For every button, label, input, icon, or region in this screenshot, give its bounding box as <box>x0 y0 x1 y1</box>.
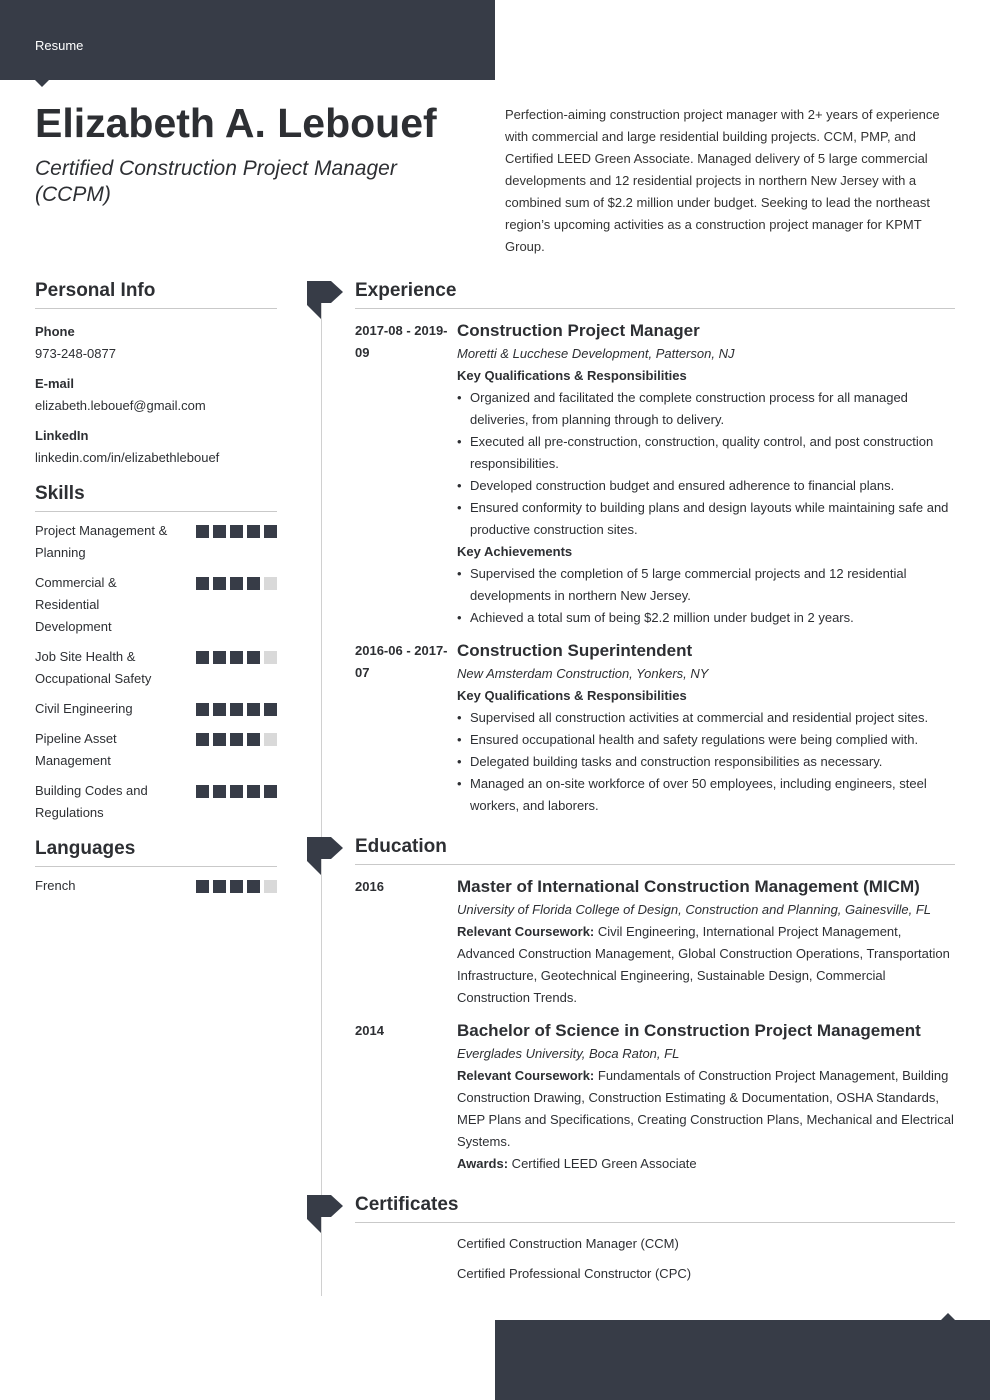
rating-square-icon <box>230 577 243 590</box>
awards <box>457 1153 955 1175</box>
coursework-label: Relevant Coursework: <box>457 1068 595 1083</box>
summary: Perfection-aiming construction project manager with 2+ years of experience with commercial and large residential building projects. CCM, PMP, and Certified LEED Green Associate. Managed delivery of 5 large commercial developments and 12 residential projects in northern New Jersey with a combined sum of $2.2 million under budget. Seeking to lead the northeast region’s upcoming activities as a construction project manager for KPMT Group. <box>505 107 940 254</box>
skill-name: Building Codes and Regulations <box>35 783 148 820</box>
skills-list <box>35 520 277 824</box>
skill-row <box>35 646 277 690</box>
coursework-label: Relevant Coursework: <box>457 924 595 939</box>
left-column <box>35 280 277 897</box>
certificates-section <box>355 1194 955 1285</box>
linkedin-value[interactable]: linkedin.com/in/elizabethlebouef <box>35 450 220 465</box>
timeline-line <box>321 300 322 1296</box>
certificates-heading: Certificates <box>355 1194 955 1223</box>
language-name: French <box>35 878 76 893</box>
coursework-text: Fundamentals of Construction Project Management, Building Construction Drawing, Construction Estimating & Documentation, OSHA Standards, MEP Plans and Specifications, Creating Construction Plans, Mechanical and Electrical Systems. <box>457 1068 954 1149</box>
candidate-title: Certified Construction Project Manager (CCPM) <box>35 157 397 206</box>
list-item: • Developed construction budget and ensured adherence to financial plans. <box>457 475 955 497</box>
skill-row <box>35 780 277 824</box>
list-item: • Managed an on-site workforce of over 50 employees, including engineers, steel workers, and laborers. <box>457 773 955 817</box>
list-item: • Organized and facilitated the complete construction process for all managed deliveries, from planning through to delivery. <box>457 387 955 431</box>
degree-title: Bachelor of Science in Construction Project Management <box>457 1021 921 1040</box>
rating-square-icon <box>247 577 260 590</box>
top-banner-notch <box>35 80 49 87</box>
rating-square-icon <box>213 880 226 893</box>
qualifications-heading: Key Qualifications & Responsibilities <box>457 688 687 703</box>
languages-heading: Languages <box>35 838 277 867</box>
list-item: • Supervised the completion of 5 large commercial projects and 12 residential developments in northern New Jersey. <box>457 563 955 607</box>
rating-square-icon <box>213 785 226 798</box>
job-date: 2016-06 - 2017-07 <box>355 643 448 680</box>
list-item: • Achieved a total sum of being $2.2 million under budget in 2 years. <box>457 607 955 629</box>
candidate-name: Elizabeth A. Lebouef <box>35 100 437 146</box>
achievements-list <box>457 563 955 629</box>
rating-square-icon <box>213 577 226 590</box>
rating-square-icon <box>247 785 260 798</box>
rating-square-icon <box>247 525 260 538</box>
education-entry <box>355 875 955 1009</box>
skill-name: Pipeline Asset Management <box>35 731 117 768</box>
skill-name: Commercial & Residential Development <box>35 575 117 634</box>
rating-square-icon <box>264 733 277 746</box>
skill-rating <box>196 703 277 716</box>
email-label: E-mail <box>35 376 75 391</box>
skill-rating <box>196 651 277 664</box>
rating-square-icon <box>196 525 209 538</box>
list-item: • Supervised all construction activities at commercial and residential project sites. <box>457 707 955 729</box>
rating-square-icon <box>213 651 226 664</box>
coursework <box>457 921 955 1009</box>
rating-square-icon <box>247 733 260 746</box>
skill-row <box>35 728 277 772</box>
achievements-heading: Key Achievements <box>457 544 573 559</box>
rating-square-icon <box>230 880 243 893</box>
skill-rating <box>196 733 277 746</box>
job-title: Construction Project Manager <box>457 321 700 340</box>
skills-heading: Skills <box>35 483 277 512</box>
education-date: 2016 <box>355 879 384 894</box>
education-date: 2014 <box>355 1023 384 1038</box>
degree-title: Master of International Construction Management (MICM) <box>457 877 920 896</box>
rating-square-icon <box>264 703 277 716</box>
rating-square-icon <box>264 525 277 538</box>
rating-square-icon <box>196 577 209 590</box>
skill-name: Project Management & Planning <box>35 523 168 560</box>
certificate-item: Certified Construction Manager (CCM) <box>457 1236 679 1251</box>
awards-text: Certified LEED Green Associate <box>508 1156 697 1171</box>
bottom-banner <box>495 1320 990 1400</box>
skill-rating <box>196 785 277 798</box>
job-title: Construction Superintendent <box>457 641 693 660</box>
rating-square-icon <box>196 733 209 746</box>
rating-square-icon <box>213 703 226 716</box>
language-rating <box>196 880 277 893</box>
certificate-item: Certified Professional Constructor (CPC) <box>457 1266 692 1281</box>
rating-square-icon <box>213 733 226 746</box>
email-value[interactable]: elizabeth.lebouef@gmail.com <box>35 398 206 413</box>
experience-heading: Experience <box>355 280 955 309</box>
rating-square-icon <box>213 525 226 538</box>
rating-square-icon <box>264 880 277 893</box>
qualifications-list <box>457 387 955 541</box>
rating-square-icon <box>196 651 209 664</box>
experience-section <box>355 280 955 817</box>
skill-row <box>35 572 277 638</box>
job-entry <box>355 319 955 629</box>
job-employer: Moretti & Lucchese Development, Patterson, NJ <box>457 346 735 361</box>
rating-square-icon <box>196 703 209 716</box>
school-name: University of Florida College of Design, Construction and Planning, Gainesville, FL <box>457 902 932 917</box>
list-item: • Executed all pre-construction, construction, quality control, and post construction responsibilities. <box>457 431 955 475</box>
skill-rating <box>196 525 277 538</box>
rating-square-icon <box>230 785 243 798</box>
education-entry <box>355 1019 955 1175</box>
skill-row <box>35 520 277 564</box>
rating-square-icon <box>247 880 260 893</box>
section-marker-icon <box>307 1195 343 1233</box>
rating-square-icon <box>264 577 277 590</box>
languages-list <box>35 875 277 897</box>
phone-value: 973-248-0877 <box>35 346 116 361</box>
qualifications-list <box>457 707 955 817</box>
rating-square-icon <box>196 880 209 893</box>
rating-square-icon <box>230 703 243 716</box>
rating-square-icon <box>230 525 243 538</box>
section-marker-icon <box>307 281 343 319</box>
coursework-text: Civil Engineering, International Project Management, Advanced Construction Management, Global Construction Operations, Transportation Infrastructure, Geotechnical Engineering, Sustainable Design, Commercial Construction Trends. <box>457 924 950 1005</box>
rating-square-icon <box>230 651 243 664</box>
list-item: • Ensured conformity to building plans and design layouts while maintaining safe and productive construction sites. <box>457 497 955 541</box>
qualifications-heading: Key Qualifications & Responsibilities <box>457 368 687 383</box>
skill-row <box>35 698 277 720</box>
job-employer: New Amsterdam Construction, Yonkers, NY <box>457 666 709 681</box>
banner-label: Resume <box>35 38 84 53</box>
skill-rating <box>196 577 277 590</box>
coursework <box>457 1065 955 1153</box>
language-row <box>35 875 277 897</box>
section-marker-icon <box>307 837 343 875</box>
rating-square-icon <box>247 651 260 664</box>
education-heading: Education <box>355 836 955 865</box>
job-entry <box>355 639 955 817</box>
skill-name: Civil Engineering <box>35 701 133 716</box>
linkedin-label: LinkedIn <box>35 428 89 443</box>
phone-label: Phone <box>35 324 75 339</box>
top-banner <box>0 0 495 80</box>
bottom-banner-notch <box>941 1313 955 1320</box>
job-date: 2017-08 - 2019-09 <box>355 323 448 360</box>
personal-info-heading: Personal Info <box>35 280 277 309</box>
rating-square-icon <box>196 785 209 798</box>
list-item: • Delegated building tasks and construction responsibilities as necessary. <box>457 751 955 773</box>
rating-square-icon <box>264 785 277 798</box>
rating-square-icon <box>230 733 243 746</box>
school-name: Everglades University, Boca Raton, FL <box>457 1046 680 1061</box>
rating-square-icon <box>247 703 260 716</box>
list-item: • Ensured occupational health and safety regulations were being complied with. <box>457 729 955 751</box>
rating-square-icon <box>264 651 277 664</box>
awards-label: Awards: <box>457 1156 509 1171</box>
skill-name: Job Site Health & Occupational Safety <box>35 649 152 686</box>
education-section <box>355 836 955 1175</box>
